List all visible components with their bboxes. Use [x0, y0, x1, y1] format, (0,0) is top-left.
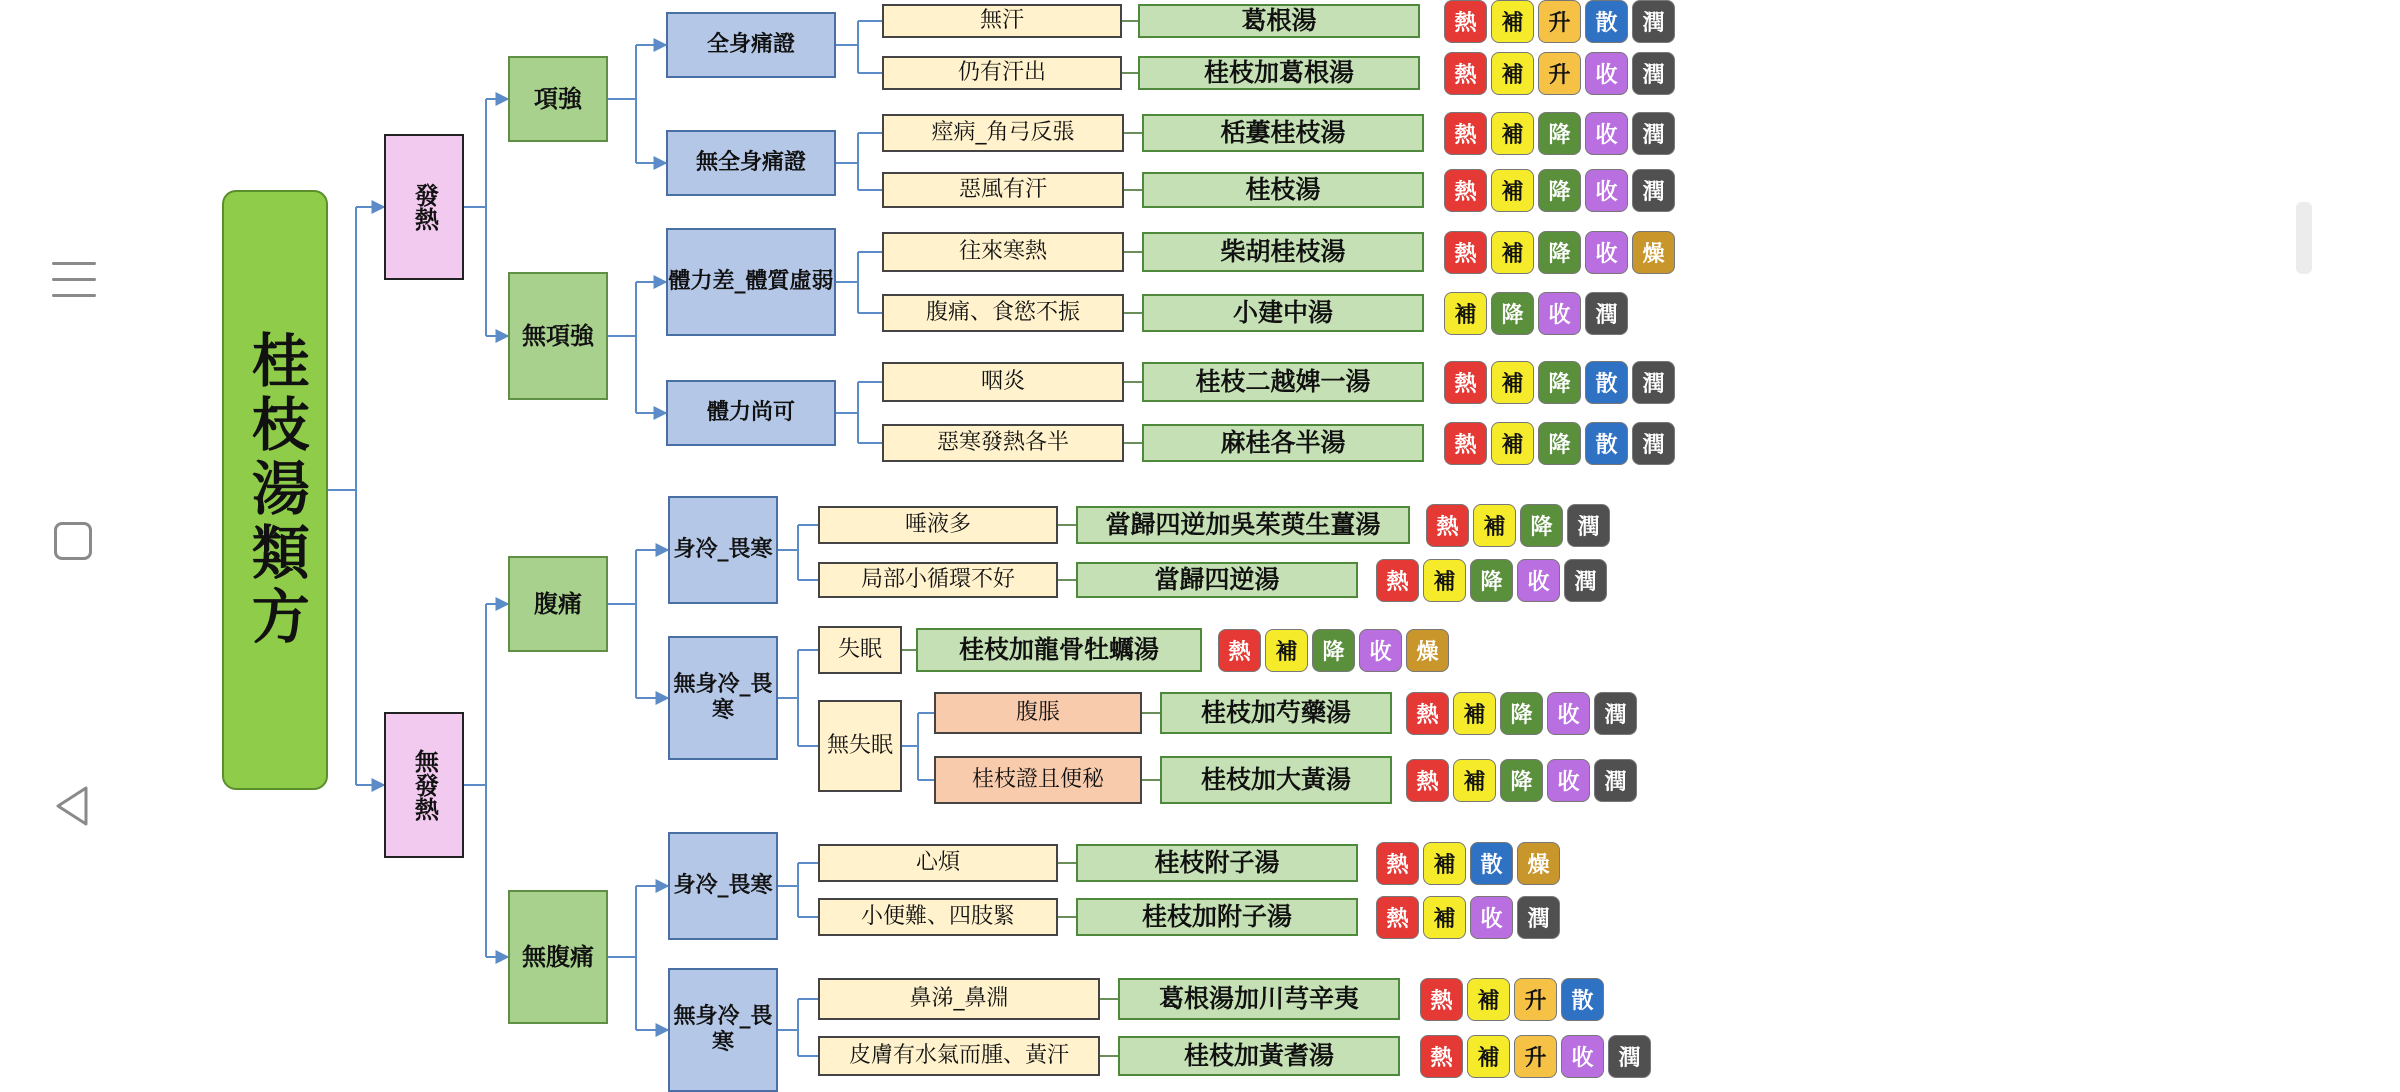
property-tag: 補 [1423, 896, 1466, 939]
property-tag: 熱 [1444, 231, 1487, 274]
formula-box: 桂枝二越婢一湯 [1142, 362, 1424, 402]
formula-box: 當歸四逆湯 [1076, 562, 1358, 598]
formula-box: 桂枝加龍骨牡蠣湯 [916, 628, 1202, 672]
no-fever-node: 無發熱 [384, 712, 464, 858]
property-tag: 補 [1453, 692, 1496, 735]
property-tag: 補 [1423, 559, 1466, 602]
formula-box: 桂枝加附子湯 [1076, 898, 1358, 936]
property-tag: 補 [1265, 629, 1308, 672]
property-tag: 潤 [1632, 52, 1675, 95]
property-tags [1426, 504, 1610, 547]
fair-strength-node: 體力尚可 [666, 380, 836, 446]
property-tag: 補 [1467, 978, 1510, 1021]
property-tag: 補 [1491, 52, 1534, 95]
property-tag: 熱 [1444, 52, 1487, 95]
formula-box: 桂枝加芍藥湯 [1160, 692, 1392, 734]
formula-box: 葛根湯 [1138, 4, 1420, 38]
condition-box: 唾液多 [818, 506, 1058, 544]
property-tag: 散 [1585, 422, 1628, 465]
condition-box: 局部小循環不好 [818, 562, 1058, 598]
condition-box: 皮膚有水氣而腫、黃汗 [818, 1036, 1100, 1076]
property-tags [1444, 231, 1675, 274]
property-tag: 潤 [1585, 292, 1628, 335]
fever-node: 發熱 [384, 134, 464, 280]
property-tags [1406, 759, 1637, 802]
property-tag: 降 [1500, 692, 1543, 735]
property-tag: 降 [1538, 361, 1581, 404]
property-tag: 熱 [1444, 0, 1487, 43]
property-tag: 升 [1514, 978, 1557, 1021]
property-tags [1376, 842, 1560, 885]
property-tag: 升 [1538, 52, 1581, 95]
property-tag: 熱 [1420, 1035, 1463, 1078]
property-tag: 升 [1538, 0, 1581, 43]
cold-node-a: 身冷_畏寒 [668, 496, 778, 604]
back-triangle-icon[interactable] [52, 784, 96, 828]
property-tag: 補 [1423, 842, 1466, 885]
property-tags [1420, 978, 1604, 1021]
property-tags [1406, 692, 1637, 735]
formula-box: 柴胡桂枝湯 [1142, 232, 1424, 272]
property-tag: 潤 [1517, 896, 1560, 939]
condition-box: 小便難、四肢緊 [818, 898, 1058, 936]
property-tags [1420, 1035, 1651, 1078]
property-tag: 散 [1585, 361, 1628, 404]
property-tags [1218, 629, 1449, 672]
property-tag: 熱 [1426, 504, 1469, 547]
property-tag: 收 [1538, 292, 1581, 335]
whole-body-pain-node: 全身痛證 [666, 12, 836, 78]
property-tags [1444, 0, 1675, 43]
property-tag: 收 [1585, 169, 1628, 212]
property-tag: 潤 [1632, 422, 1675, 465]
condition-box: 腹痛、食慾不振 [882, 294, 1124, 332]
no-cold-node-b: 無身冷_畏寒 [668, 968, 778, 1092]
formula-box: 桂枝加大黃湯 [1160, 756, 1392, 804]
abdominal-pain-node: 腹痛 [508, 556, 608, 652]
condition-box: 腹脹 [934, 692, 1142, 734]
property-tag: 補 [1467, 1035, 1510, 1078]
property-tag: 降 [1538, 169, 1581, 212]
property-tag: 燥 [1632, 231, 1675, 274]
root-node: 桂枝湯類方 [222, 190, 328, 790]
property-tag: 降 [1312, 629, 1355, 672]
property-tag: 熱 [1406, 692, 1449, 735]
no-cold-node-a: 無身冷_畏寒 [668, 636, 778, 760]
property-tag: 散 [1585, 0, 1628, 43]
property-tag: 補 [1491, 361, 1534, 404]
property-tag: 潤 [1632, 169, 1675, 212]
property-tag: 熱 [1218, 629, 1261, 672]
property-tag: 散 [1470, 842, 1513, 885]
property-tag: 降 [1538, 422, 1581, 465]
property-tag: 潤 [1564, 559, 1607, 602]
condition-box: 鼻涕_鼻淵 [818, 978, 1100, 1020]
property-tag: 熱 [1444, 361, 1487, 404]
property-tag: 收 [1547, 759, 1590, 802]
property-tag: 收 [1470, 896, 1513, 939]
property-tag: 收 [1517, 559, 1560, 602]
property-tag: 燥 [1406, 629, 1449, 672]
property-tags [1444, 422, 1675, 465]
property-tag: 熱 [1444, 169, 1487, 212]
condition-box: 惡風有汗 [882, 172, 1124, 208]
property-tag: 潤 [1632, 361, 1675, 404]
property-tag: 降 [1491, 292, 1534, 335]
property-tag: 熱 [1376, 896, 1419, 939]
property-tag: 降 [1538, 112, 1581, 155]
property-tag: 收 [1547, 692, 1590, 735]
condition-box: 仍有汗出 [882, 56, 1122, 90]
property-tags [1444, 169, 1675, 212]
formula-box: 栝蔞桂枝湯 [1142, 114, 1424, 152]
neck-stiff-node: 項強 [508, 56, 608, 142]
insomnia-node: 失眠 [818, 626, 902, 674]
property-tag: 收 [1585, 231, 1628, 274]
property-tag: 補 [1453, 759, 1496, 802]
condition-box: 痙病_角弓反張 [882, 114, 1124, 152]
property-tag: 收 [1585, 112, 1628, 155]
property-tag: 補 [1491, 422, 1534, 465]
property-tag: 熱 [1444, 112, 1487, 155]
property-tags [1444, 361, 1675, 404]
property-tag: 補 [1491, 231, 1534, 274]
property-tag: 降 [1520, 504, 1563, 547]
property-tag: 熱 [1444, 422, 1487, 465]
no-whole-body-pain-node: 無全身痛證 [666, 130, 836, 196]
no-abdominal-pain-node: 無腹痛 [508, 890, 608, 1024]
formula-box: 桂枝附子湯 [1076, 844, 1358, 882]
formula-box: 葛根湯加川芎辛夷 [1118, 978, 1400, 1020]
condition-box: 往來寒熱 [882, 232, 1124, 272]
property-tag: 降 [1538, 231, 1581, 274]
condition-box: 惡寒發熱各半 [882, 424, 1124, 462]
property-tag: 降 [1500, 759, 1543, 802]
property-tags [1376, 896, 1560, 939]
property-tag: 潤 [1632, 0, 1675, 43]
property-tag: 補 [1473, 504, 1516, 547]
condition-box: 無汗 [882, 4, 1122, 38]
property-tag: 升 [1514, 1035, 1557, 1078]
property-tag: 散 [1561, 978, 1604, 1021]
property-tag: 燥 [1517, 842, 1560, 885]
property-tags [1444, 112, 1675, 155]
property-tag: 補 [1491, 112, 1534, 155]
property-tag: 潤 [1594, 759, 1637, 802]
property-tag: 熱 [1376, 842, 1419, 885]
home-square-icon[interactable] [54, 522, 92, 560]
cold-node-b: 身冷_畏寒 [668, 832, 778, 940]
property-tag: 降 [1470, 559, 1513, 602]
property-tag: 補 [1444, 292, 1487, 335]
menu-icon[interactable] [52, 262, 96, 310]
property-tag: 收 [1585, 52, 1628, 95]
property-tags [1376, 559, 1607, 602]
formula-box: 麻桂各半湯 [1142, 424, 1424, 462]
formula-box: 小建中湯 [1142, 294, 1424, 332]
no-insomnia-node: 無失眠 [818, 700, 902, 792]
property-tag: 潤 [1567, 504, 1610, 547]
condition-box: 咽炎 [882, 362, 1124, 402]
property-tag: 潤 [1632, 112, 1675, 155]
property-tag: 潤 [1608, 1035, 1651, 1078]
formula-box: 當歸四逆加吳茱萸生薑湯 [1076, 506, 1410, 544]
property-tag: 熱 [1420, 978, 1463, 1021]
formula-box: 桂枝湯 [1142, 172, 1424, 208]
property-tag: 收 [1359, 629, 1402, 672]
property-tag: 熱 [1406, 759, 1449, 802]
condition-box: 桂枝證且便秘 [934, 756, 1142, 804]
formula-box: 桂枝加黃耆湯 [1118, 1036, 1400, 1076]
property-tag: 熱 [1376, 559, 1419, 602]
property-tag: 補 [1491, 169, 1534, 212]
scroll-handle[interactable] [2296, 202, 2312, 274]
formula-box: 桂枝加葛根湯 [1138, 56, 1420, 90]
property-tag: 潤 [1594, 692, 1637, 735]
property-tag: 收 [1561, 1035, 1604, 1078]
property-tags [1444, 52, 1675, 95]
weak-constitution-node: 體力差_體質虛弱 [666, 228, 836, 336]
property-tag: 補 [1491, 0, 1534, 43]
no-neck-stiff-node: 無項強 [508, 272, 608, 400]
condition-box: 心煩 [818, 844, 1058, 882]
property-tags [1444, 292, 1628, 335]
